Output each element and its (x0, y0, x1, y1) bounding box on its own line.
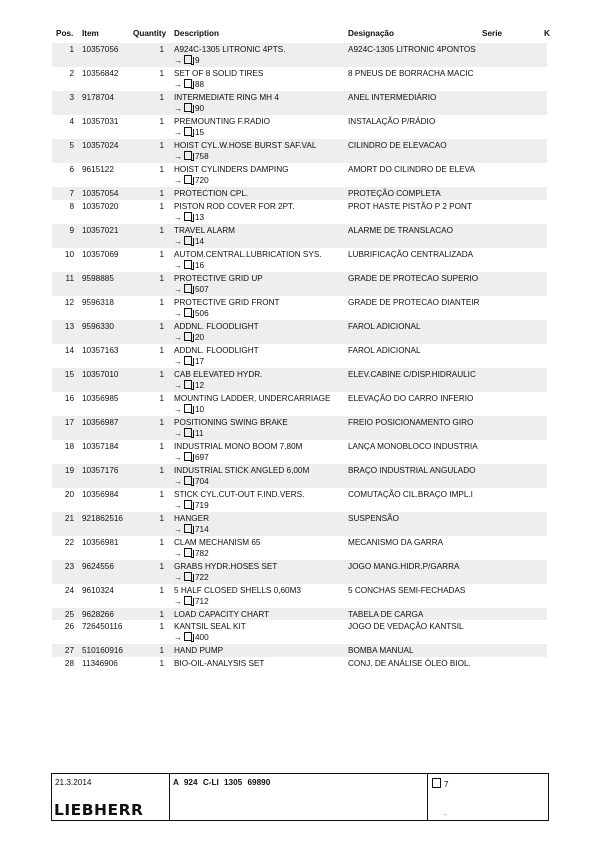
footer-date: 21.3.2014 (55, 778, 92, 787)
row-reference-link[interactable] (174, 596, 209, 607)
row-reference-link[interactable] (174, 260, 204, 271)
row-reference-link[interactable] (174, 632, 209, 643)
table-row (52, 416, 547, 440)
row-description: POSITIONING SWING BRAKE (174, 417, 288, 427)
arrow-right-icon: → (174, 212, 182, 222)
table-row (52, 272, 547, 296)
row-designacao: LANÇA MONOBLOCO INDUSTRIA (348, 441, 478, 451)
row-quantity: 1 (159, 141, 164, 150)
row-designacao: ELEV.CABINE C/DISP.HIDRAULIC (348, 369, 476, 379)
table-row (52, 344, 547, 368)
row-item-number: 921862516 (82, 513, 123, 523)
row-item-number: 510160916 (82, 646, 123, 655)
row-designacao: ALARME DE TRANSLACAO (348, 225, 453, 235)
table-row (52, 512, 547, 536)
row-designacao: BRAÇO INDUSTRIAL ANGULADO (348, 465, 476, 475)
row-item-number: 9624556 (82, 561, 114, 571)
row-designacao: GRADE DE PROTECAO DIANTEIR (348, 297, 480, 307)
table-row (52, 536, 547, 560)
row-pos: 7 (69, 189, 74, 198)
row-description: INTERMEDIATE RING MH 4 (174, 93, 279, 102)
row-reference-link[interactable] (174, 308, 209, 319)
arrow-right-icon: → (174, 260, 182, 270)
table-row (52, 560, 547, 584)
row-reference-page: 720 (195, 176, 209, 185)
row-item-number: 9610324 (82, 585, 114, 595)
row-quantity: 1 (159, 273, 164, 283)
row-pos: 18 (64, 441, 74, 451)
row-reference-page: 17 (195, 356, 205, 366)
page-icon (184, 572, 192, 581)
page-icon (184, 596, 192, 605)
row-description: 5 HALF CLOSED SHELLS 0,60M3 (174, 585, 301, 595)
page-icon (184, 175, 192, 184)
row-pos: 2 (69, 69, 74, 78)
arrow-right-icon: → (174, 476, 182, 486)
table-row (52, 187, 547, 200)
row-quantity: 1 (159, 537, 164, 547)
row-description: PREMOUNTING F.RADIO (174, 117, 270, 126)
row-reference-page: 758 (195, 152, 209, 161)
footer-document-number: A 924 C-LI 1305 69890 (173, 778, 271, 787)
row-description: HOIST CYL.W.HOSE BURST SAF.VAL (174, 141, 317, 150)
row-designacao: CILINDRO DE ELEVACAO (348, 141, 447, 150)
row-reference-page: 782 (195, 548, 209, 558)
row-reference-page: 722 (195, 572, 209, 582)
row-designacao: TABELA DE CARGA (348, 609, 424, 619)
page-icon (184, 79, 192, 88)
row-pos: 15 (64, 369, 74, 379)
row-designacao: GRADE DE PROTECAO SUPERIO (348, 273, 479, 283)
page-icon (184, 151, 192, 160)
row-item-number: 726450116 (82, 622, 123, 631)
arrow-right-icon: → (174, 572, 182, 582)
table-row (52, 488, 547, 512)
arrow-right-icon: → (174, 524, 182, 534)
page-icon (432, 778, 441, 788)
row-reference-page: 697 (195, 452, 209, 462)
row-pos: 5 (69, 141, 74, 150)
row-reference-link[interactable] (174, 151, 209, 162)
row-pos: 22 (64, 537, 74, 547)
row-quantity: 1 (159, 417, 164, 427)
row-quantity: 1 (159, 93, 164, 102)
row-reference-link[interactable] (174, 127, 204, 138)
row-quantity: 1 (159, 297, 164, 307)
row-item-number: 10357031 (82, 117, 119, 126)
row-item-number: 10356984 (82, 489, 119, 499)
row-reference-link[interactable] (174, 428, 204, 439)
row-description: PROTECTION CPL. (174, 189, 249, 198)
row-designacao: CONJ. DE ANÁLISE ÓLEO BIOL. (348, 658, 471, 668)
table-row (52, 464, 547, 488)
row-reference-link[interactable] (174, 476, 209, 487)
row-reference-page: 14 (195, 236, 205, 246)
row-reference-link[interactable] (174, 212, 204, 223)
row-reference-link[interactable] (174, 548, 209, 559)
row-pos: 8 (69, 201, 74, 211)
row-reference-page: 714 (195, 524, 209, 534)
row-quantity: 1 (159, 393, 164, 403)
row-pos: 12 (64, 297, 74, 307)
row-designacao: SUSPENSÃO (348, 513, 399, 523)
table-row (52, 200, 547, 224)
row-reference-link[interactable] (174, 79, 204, 90)
row-designacao: A924C-1305 LITRONIC 4PONTOS (348, 45, 476, 54)
row-description: STICK CYL.CUT-OUT F.IND.VERS. (174, 489, 305, 499)
row-reference-page: 506 (195, 308, 209, 318)
row-reference-link[interactable] (174, 332, 204, 343)
row-reference-page: 10 (195, 404, 205, 414)
table-row (52, 296, 547, 320)
row-pos: 13 (64, 321, 74, 331)
row-designacao: PROTEÇÃO COMPLETA (348, 189, 441, 198)
row-item-number: 9628266 (82, 609, 114, 619)
row-designacao: ELEVAÇÃO DO CARRO INFERIO (348, 393, 474, 403)
table-row (52, 620, 547, 644)
row-reference-link[interactable] (174, 572, 209, 583)
arrow-right-icon: → (174, 404, 182, 414)
row-designacao: AMORT DO CILINDRO DE ELEVA (348, 165, 475, 174)
page-icon (184, 476, 192, 485)
row-quantity: 1 (159, 513, 164, 523)
column-header-k: K (544, 29, 550, 38)
row-item-number: 10356981 (82, 537, 119, 547)
row-quantity: 1 (159, 345, 164, 355)
row-description: CAB ELEVATED HYDR. (174, 369, 263, 379)
row-pos: 4 (69, 117, 74, 126)
table-row (52, 657, 547, 670)
row-designacao: FAROL ADICIONAL (348, 321, 421, 331)
row-reference-link[interactable] (174, 380, 204, 391)
table-row (52, 608, 547, 621)
row-description: A924C-1305 LITRONIC 4PTS. (174, 45, 286, 54)
page-icon (184, 103, 192, 112)
page-icon (184, 308, 192, 317)
row-designacao: PROT HASTE PISTÃO P 2 PONT (348, 201, 472, 211)
liebherr-logo: LIEBHERR (54, 801, 144, 819)
row-pos: 9 (69, 225, 74, 235)
row-reference-page: 90 (195, 104, 205, 113)
row-quantity: 1 (159, 585, 164, 595)
page-icon (184, 260, 192, 269)
arrow-right-icon: → (174, 152, 182, 161)
table-row (52, 43, 547, 67)
row-reference-link[interactable] (174, 524, 209, 535)
row-quantity: 1 (159, 117, 164, 126)
row-reference-link[interactable] (174, 500, 209, 511)
arrow-right-icon: → (174, 596, 182, 606)
row-item-number: 10357010 (82, 369, 119, 379)
row-pos: 1 (69, 45, 74, 54)
row-quantity: 1 (159, 69, 164, 78)
row-quantity: 1 (159, 465, 164, 475)
footer-dot: . (444, 808, 447, 817)
page-icon (184, 380, 192, 389)
row-description: SET OF 8 SOLID TIRES (174, 69, 264, 78)
table-row (52, 139, 547, 163)
page-icon (184, 356, 192, 365)
row-designacao: MECANISMO DA GARRA (348, 537, 444, 547)
table-row (52, 115, 547, 139)
row-description: BIO-OIL-ANALYSIS SET (174, 658, 265, 668)
page-icon (184, 524, 192, 533)
arrow-right-icon: → (174, 104, 182, 113)
arrow-right-icon: → (174, 236, 182, 246)
row-item-number: 10357176 (82, 465, 119, 475)
row-item-number: 9178704 (82, 93, 114, 102)
row-quantity: 1 (159, 201, 164, 211)
row-reference-link[interactable] (174, 55, 200, 66)
row-pos: 23 (64, 561, 74, 571)
page-icon (184, 332, 192, 341)
row-item-number: 10357020 (82, 201, 119, 211)
row-quantity: 1 (159, 369, 164, 379)
row-reference-page: 16 (195, 260, 205, 270)
row-reference-page: 15 (195, 128, 205, 137)
row-reference-link[interactable] (174, 452, 209, 463)
row-quantity: 1 (159, 321, 164, 331)
row-item-number: 10357163 (82, 345, 119, 355)
arrow-right-icon: → (174, 176, 182, 185)
row-designacao: COMUTAÇÃO CIL.BRAÇO IMPL.I (348, 489, 473, 499)
table-row (52, 91, 547, 115)
row-designacao: INSTALAÇÃO P/RÁDIO (348, 117, 436, 126)
row-pos: 24 (64, 585, 74, 595)
arrow-right-icon: → (174, 452, 182, 462)
row-description: PROTECTIVE GRID UP (174, 273, 263, 283)
row-description: PROTECTIVE GRID FRONT (174, 297, 280, 307)
table-row (52, 368, 547, 392)
table-row (52, 224, 547, 248)
row-reference-link[interactable] (174, 404, 204, 415)
row-designacao: ANEL INTERMEDIÁRIO (348, 93, 437, 102)
row-item-number: 10356842 (82, 69, 119, 78)
row-pos: 16 (64, 393, 74, 403)
footer-page-number: 7 (444, 780, 449, 789)
row-quantity: 1 (159, 658, 164, 668)
row-item-number: 10357184 (82, 441, 119, 451)
row-item-number: 9615122 (82, 165, 114, 174)
row-item-number: 10357056 (82, 45, 119, 54)
row-description: ADDNL. FLOODLIGHT (174, 345, 259, 355)
row-designacao: FAROL ADICIONAL (348, 345, 421, 355)
row-description: MOUNTING LADDER, UNDERCARRIAGE (174, 393, 331, 403)
table-row (52, 67, 547, 91)
page-icon (184, 548, 192, 557)
row-item-number: 9596330 (82, 321, 114, 331)
row-description: CLAM MECHANISM 65 (174, 537, 261, 547)
row-reference-page: 20 (195, 332, 205, 342)
page-icon (184, 55, 192, 64)
row-reference-link[interactable] (174, 356, 204, 367)
row-item-number: 11346906 (82, 658, 118, 668)
arrow-right-icon: → (174, 633, 182, 642)
column-header-quantity: Quantity (133, 29, 167, 38)
row-description: HANGER (174, 513, 210, 523)
row-reference-page: 13 (195, 212, 205, 222)
row-reference-page: 11 (195, 428, 204, 438)
row-quantity: 1 (159, 189, 164, 198)
row-pos: 28 (64, 658, 74, 668)
arrow-right-icon: → (174, 80, 182, 89)
row-pos: 17 (64, 417, 74, 427)
row-quantity: 1 (159, 609, 164, 619)
row-quantity: 1 (159, 561, 164, 571)
row-quantity: 1 (159, 646, 164, 655)
row-reference-link[interactable] (174, 236, 204, 247)
parts-list (52, 43, 547, 669)
page-icon (184, 236, 192, 245)
row-pos: 27 (64, 646, 74, 655)
arrow-right-icon: → (174, 128, 182, 137)
row-reference-page: 712 (195, 596, 209, 606)
row-reference-link[interactable] (174, 175, 209, 186)
row-designacao: FREIO POSICIONAMENTO GIRO (348, 417, 474, 427)
page-icon (184, 428, 192, 437)
row-pos: 26 (64, 622, 74, 631)
table-row (52, 440, 547, 464)
row-designacao: 8 PNEUS DE BORRACHA MACIC (348, 69, 474, 78)
arrow-right-icon: → (174, 356, 182, 366)
row-pos: 19 (64, 465, 74, 475)
row-quantity: 1 (159, 441, 164, 451)
arrow-right-icon: → (174, 56, 182, 65)
row-pos: 10 (64, 249, 74, 259)
row-description: TRAVEL ALARM (174, 225, 235, 235)
row-item-number: 9598885 (82, 273, 114, 283)
row-description: ADDNL. FLOODLIGHT (174, 321, 259, 331)
table-row (52, 644, 547, 657)
footer-divider (427, 774, 428, 820)
page-icon (184, 404, 192, 413)
column-header-description: Description (174, 29, 220, 38)
arrow-right-icon: → (174, 500, 182, 510)
row-pos: 20 (64, 489, 74, 499)
column-header-serie: Serie (482, 29, 503, 38)
row-description: KANTSIL SEAL KIT (174, 622, 246, 631)
page-icon (184, 212, 192, 221)
row-reference-page: 719 (195, 500, 209, 510)
row-quantity: 1 (159, 225, 164, 235)
page-icon (184, 284, 192, 293)
row-pos: 21 (64, 513, 74, 523)
arrow-right-icon: → (174, 284, 182, 294)
column-header-item: Item (82, 29, 99, 38)
row-designacao: LUBRIFICAÇÃO CENTRALIZADA (348, 249, 474, 259)
row-quantity: 1 (159, 165, 164, 174)
row-quantity: 1 (159, 249, 164, 259)
arrow-right-icon: → (174, 548, 182, 558)
row-description: PISTON ROD COVER FOR 2PT. (174, 201, 295, 211)
page-icon (184, 632, 192, 641)
row-pos: 11 (65, 273, 74, 283)
row-description: AUTOM.CENTRAL.LUBRICATION SYS. (174, 249, 322, 259)
table-row (52, 163, 547, 187)
table-row (52, 248, 547, 272)
row-item-number: 10357069 (82, 249, 119, 259)
row-reference-link[interactable] (174, 103, 204, 114)
row-quantity: 1 (159, 489, 164, 499)
row-item-number: 9596318 (82, 297, 114, 307)
row-designacao: 5 CONCHAS SEMI-FECHADAS (348, 585, 466, 595)
row-description: INDUSTRIAL STICK ANGLED 6,00M (174, 465, 310, 475)
footer-page (432, 778, 449, 789)
column-header-pos: Pos. (56, 29, 74, 38)
row-item-number: 10357024 (82, 141, 119, 150)
arrow-right-icon: → (174, 332, 182, 342)
page-icon (184, 127, 192, 136)
arrow-right-icon: → (174, 380, 182, 390)
row-item-number: 10356987 (82, 417, 119, 427)
column-header-designacao: Designação (348, 29, 394, 38)
row-reference-page: 9 (195, 56, 200, 65)
page-icon (184, 452, 192, 461)
row-description: HOIST CYLINDERS DAMPING (174, 165, 289, 174)
row-item-number: 10356985 (82, 393, 119, 403)
table-row (52, 320, 547, 344)
row-quantity: 1 (159, 45, 164, 54)
arrow-right-icon: → (174, 428, 182, 438)
row-quantity: 1 (159, 622, 164, 631)
footer-box (51, 773, 549, 821)
row-reference-page: 507 (195, 284, 209, 294)
row-designacao: BOMBA MANUAL (348, 646, 414, 655)
row-description: GRABS HYDR.HOSES SET (174, 561, 278, 571)
page-icon (184, 500, 192, 509)
row-reference-page: 704 (195, 476, 209, 486)
row-pos: 14 (64, 345, 74, 355)
row-reference-link[interactable] (174, 284, 209, 295)
footer-divider (169, 774, 170, 820)
arrow-right-icon: → (174, 308, 182, 318)
row-description: INDUSTRIAL MONO BOOM 7,80M (174, 441, 303, 451)
row-description: LOAD CAPACITY CHART (174, 609, 270, 619)
row-pos: 6 (69, 165, 74, 174)
row-description: HAND PUMP (174, 646, 224, 655)
row-reference-page: 88 (195, 80, 205, 89)
row-reference-page: 12 (195, 380, 205, 390)
table-row (52, 392, 547, 416)
table-row (52, 584, 547, 608)
row-reference-page: 400 (195, 633, 209, 642)
row-designacao: JOGO DE VEDAÇÃO KANTSIL (348, 622, 464, 631)
row-item-number: 10357054 (82, 189, 119, 198)
row-pos: 25 (64, 609, 74, 619)
row-designacao: JOGO MANG.HIDR.P/GARRA (348, 561, 460, 571)
row-item-number: 10357021 (82, 225, 119, 235)
row-pos: 3 (69, 93, 74, 102)
